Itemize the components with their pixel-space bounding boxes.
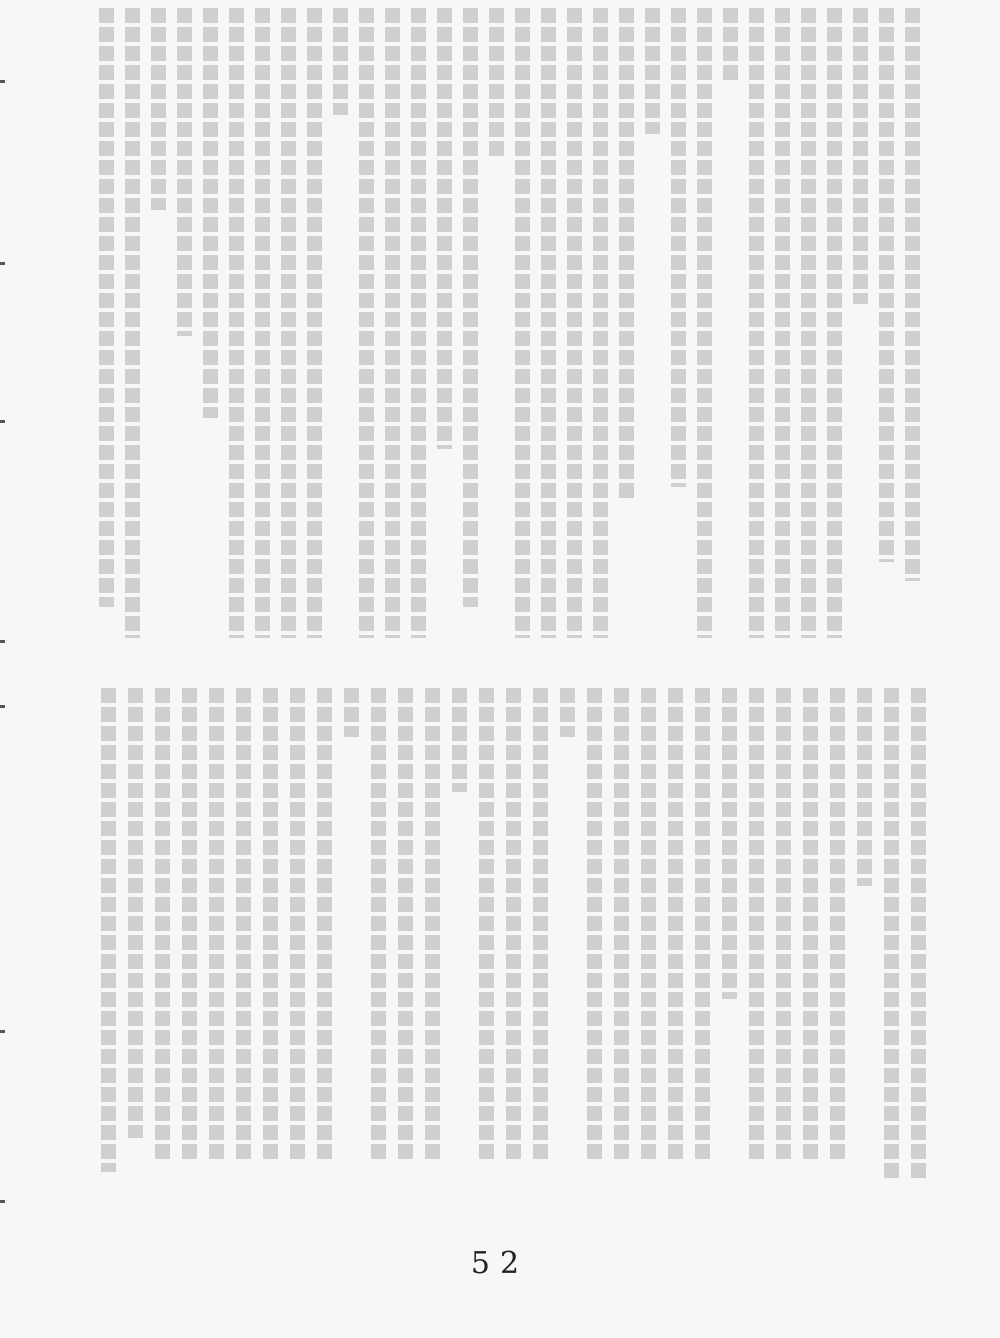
redacted-text-column	[722, 688, 737, 999]
redacted-text-column	[452, 688, 467, 792]
redacted-text-column	[905, 8, 920, 581]
redacted-text-column	[489, 8, 504, 159]
redacted-text-column	[182, 688, 197, 1162]
redacted-text-column	[853, 8, 868, 304]
redacted-text-column	[884, 688, 899, 1182]
binding-mark	[0, 1030, 5, 1033]
redacted-text-column	[671, 8, 686, 487]
redacted-text-column	[506, 688, 521, 1162]
redacted-text-column	[879, 8, 894, 562]
redacted-text-column	[857, 688, 872, 886]
redacted-text-column	[641, 688, 656, 1162]
redacted-text-column	[587, 688, 602, 1162]
page-number: 52	[470, 1246, 530, 1281]
redacted-text-column	[695, 688, 710, 1162]
redacted-text-column	[128, 688, 143, 1138]
binding-mark	[0, 80, 5, 83]
redacted-text-column	[155, 688, 170, 1162]
redacted-text-column	[411, 8, 426, 638]
redacted-text-column	[463, 8, 478, 607]
redacted-text-column	[593, 8, 608, 638]
redacted-text-column	[151, 8, 166, 210]
redacted-text-column	[359, 8, 374, 638]
redacted-text-column	[776, 688, 791, 1162]
redacted-text-column	[830, 688, 845, 1162]
redacted-text-column	[619, 8, 634, 499]
redacted-text-column	[749, 8, 764, 638]
redacted-text-column	[541, 8, 556, 638]
binding-mark	[0, 1200, 5, 1203]
redacted-text-column	[263, 688, 278, 1162]
binding-mark	[0, 705, 5, 708]
redacted-text-column	[515, 8, 530, 638]
redacted-text-column	[290, 688, 305, 1162]
redacted-text-column	[827, 8, 842, 638]
redacted-text-column	[697, 8, 712, 638]
redacted-text-column	[385, 8, 400, 638]
redacted-text-column	[479, 688, 494, 1162]
redacted-text-column	[775, 8, 790, 638]
redacted-text-column	[101, 688, 116, 1172]
redacted-text-column	[614, 688, 629, 1162]
redacted-text-column	[398, 688, 413, 1162]
redacted-text-column	[668, 688, 683, 1162]
redacted-text-column	[371, 688, 386, 1162]
redacted-text-column	[317, 688, 332, 1162]
redacted-text-column	[203, 8, 218, 418]
text-block-top	[95, 8, 925, 638]
redacted-text-column	[125, 8, 140, 638]
redacted-text-column	[344, 688, 359, 737]
redacted-text-column	[911, 688, 926, 1182]
redacted-text-column	[99, 8, 114, 607]
binding-mark	[0, 640, 5, 643]
binding-mark	[0, 420, 5, 423]
redacted-text-column	[177, 8, 192, 336]
redacted-text-column	[560, 688, 575, 737]
binding-mark	[0, 262, 5, 265]
redacted-text-column	[533, 688, 548, 1162]
redacted-text-column	[281, 8, 296, 638]
redacted-text-column	[723, 8, 738, 84]
redacted-text-column	[333, 8, 348, 115]
redacted-text-column	[803, 688, 818, 1162]
redacted-text-column	[801, 8, 816, 638]
redacted-text-column	[425, 688, 440, 1162]
redacted-text-column	[307, 8, 322, 638]
redacted-text-column	[209, 688, 224, 1162]
redacted-text-column	[749, 688, 764, 1162]
redacted-text-column	[437, 8, 452, 449]
redacted-text-column	[645, 8, 660, 134]
redacted-text-column	[567, 8, 582, 638]
redacted-text-column	[255, 8, 270, 638]
redacted-text-column	[229, 8, 244, 638]
text-block-bottom	[95, 688, 930, 1182]
redacted-text-column	[236, 688, 251, 1162]
